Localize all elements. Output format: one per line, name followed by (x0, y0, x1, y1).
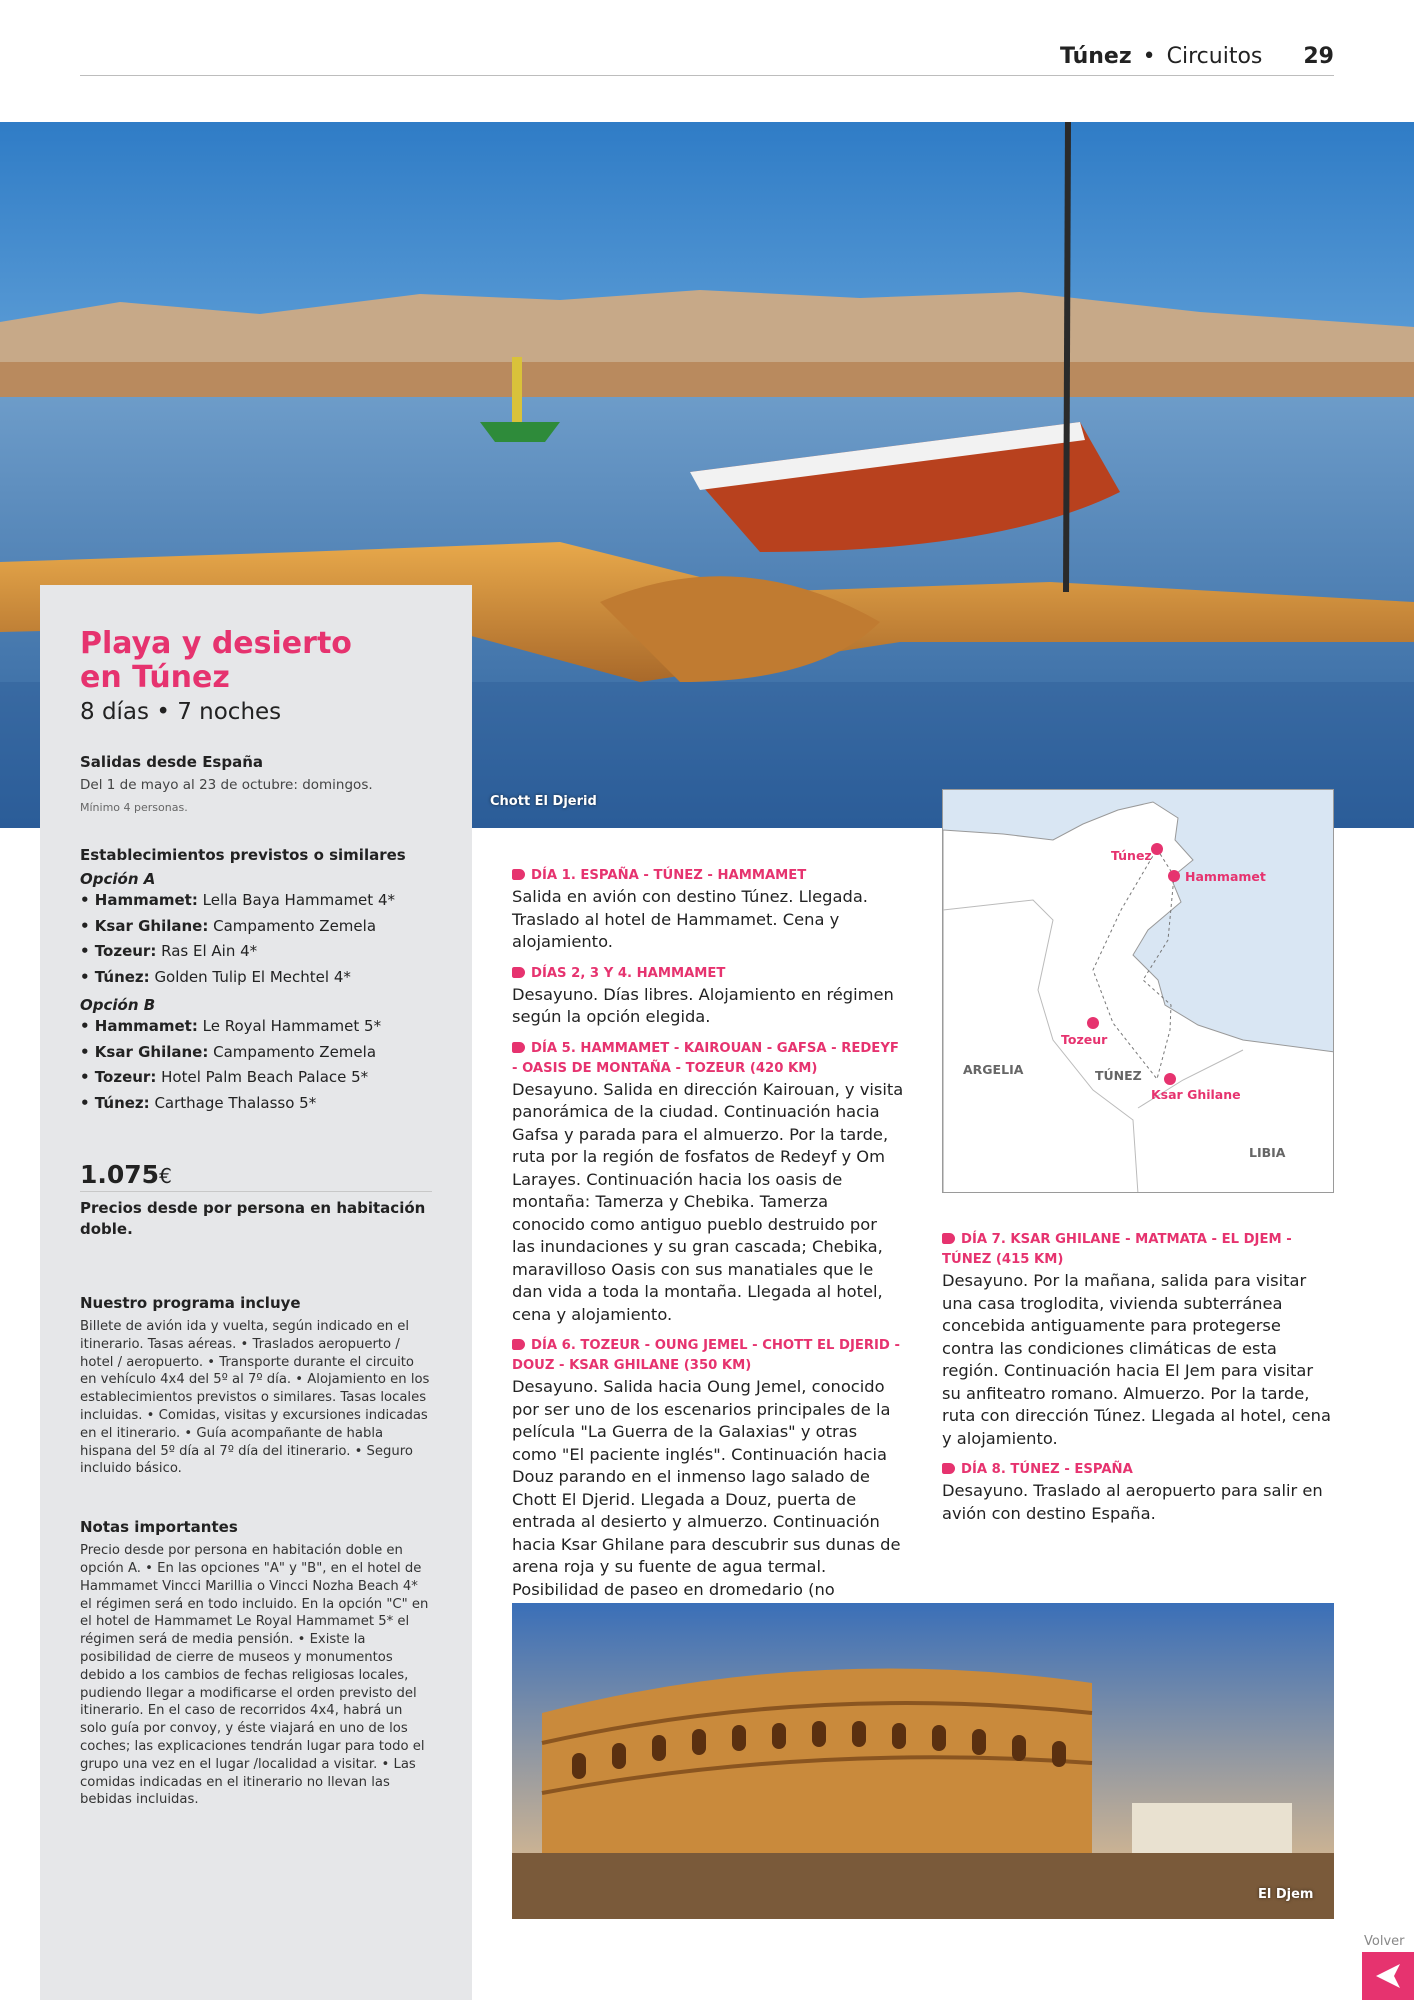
trip-title: Playa y desierto en Túnez (80, 626, 352, 695)
back-arrow-icon (1362, 1952, 1414, 2000)
el-djem-image (512, 1603, 1334, 1919)
price-note: Precios desde por persona en habitación doble. (80, 1199, 426, 1238)
price-amount: 1.075 (80, 1160, 160, 1189)
bullet-marker-icon (942, 1463, 955, 1474)
hotel-item: • Túnez: Golden Tulip El Mechtel 4* (80, 967, 351, 986)
includes-block (80, 1294, 432, 1478)
bullet-marker-icon (942, 1233, 955, 1244)
day-heading: DÍAS 2, 3 Y 4. HAMMAMET (512, 964, 904, 984)
hero-caption: Chott El Djerid (490, 794, 597, 809)
back-button[interactable] (1362, 1952, 1414, 2000)
hotel-item: • Hammamet: Lella Baya Hammamet 4* (80, 891, 395, 909)
map-label-ksar-ghilane: Ksar Ghilane (1151, 1087, 1241, 1102)
hotel-item: • Ksar Ghilane: Campamento Zemela (80, 1042, 377, 1061)
header-separator: • (1142, 44, 1156, 69)
back-label[interactable]: Volver (1364, 1934, 1405, 1949)
map-label-tunez: Túnez (1111, 848, 1152, 863)
map-label-tunez-region: TÚNEZ (1095, 1068, 1142, 1083)
day-heading: DÍA 6. TOZEUR - OUNG JEMEL - CHOTT EL DJERID - DOUZ - KSAR GHILANE (350 KM) (512, 1338, 900, 1373)
page-header (80, 44, 1334, 76)
header-country: Túnez (1060, 44, 1132, 69)
header-breadcrumb (1060, 44, 1334, 69)
includes-text: Billete de avión ida y vuelta, según indicado en el itinerario. Tasas aéreas. • Traslados aeropuerto / hotel / aeropuerto. • Transporte durante el circuito en vehículo 4x4 del 5º al 7º día. • Alojamiento en los establecimientos previstos o similares. Tasas locales incluidas. • Comidas, visitas y excursiones indicadas en el itinerario. • Guía acompañante de habla hispana del 5º día al 7º día del itinerario. • Seguro incluido básico. (80, 1319, 430, 1477)
price-currency: € (159, 1164, 172, 1188)
hotel-item: • Túnez: Carthage Thalasso 5* (80, 1093, 317, 1112)
day-heading: DÍA 7. KSAR GHILANE - MATMATA - EL DJEM - TÚNEZ (415 KM) (942, 1232, 1292, 1267)
header-section: Circuitos (1166, 44, 1263, 69)
bullet-marker-icon (512, 1042, 525, 1053)
bullet-marker-icon (512, 1339, 525, 1350)
day-heading: DÍA 8. TÚNEZ - ESPAÑA (942, 1460, 1334, 1480)
amphitheatre-illustration (512, 1603, 1334, 1919)
hotel-item: • Tozeur: Ras El Ain 4* (80, 942, 258, 960)
map-label-tozeur: Tozeur (1061, 1032, 1108, 1047)
option-a-label: Opción A (80, 870, 156, 888)
notes-title: Notas importantes (80, 1518, 238, 1537)
day-text: Desayuno. Traslado al aeropuerto para salir en avión con destino España. (942, 1481, 1323, 1523)
option-b-label: Opción B (80, 996, 156, 1014)
day-text: Desayuno. Salida hacia Oung Jemel, conocido por ser uno de los escenarios principales de la película "La Guerra de la Galaxias" y otras como "El paciente inglés". Continuación hacia Douz parando en el inmenso lago salado de Chott El Djerid. Llegada a Douz, puerta de entrada al desierto y almuerzo. Continuación hacia Ksar Ghilane para descubrir sus dunas de arena roja y su fuente de agua termal. Posibilidad de paseo en dromedario (no (512, 1377, 901, 1599)
day-text: Desayuno. Salida en dirección Kairouan, y visita panorámica de la ciudad. Continuación hacia Gafsa y parada para el almuerzo. Por la tarde, ruta por la región de fosfatos de Redeyf y Om Larayes. Continuación hacia los oasis de montaña: Tamerza y Chebika. Tamerza conocido como antiguo pueblo destruido por las inundaciones y su gran cascada; Chebika, maravilloso Oasis con sus manatiales que le dan vida a toda la montaña. Llegada al hotel, cena y alojamiento. (512, 1079, 904, 1324)
map-label-argelia: ARGELIA (963, 1062, 1024, 1077)
includes-title: Nuestro programa incluye (80, 1294, 301, 1312)
hotels-title: Establecimientos previstos o similares (80, 846, 406, 864)
hotel-item: • Ksar Ghilane: Campamento Zemela (80, 916, 377, 935)
itinerary-column-2 (942, 1230, 1334, 1535)
bullet-marker-icon (512, 869, 525, 880)
departures-title: Salidas desde España (80, 753, 264, 771)
hotels-block (80, 846, 432, 1116)
bullet-marker-icon (512, 967, 525, 978)
page-number: 29 (1303, 44, 1334, 69)
map-label-hammamet: Hammamet (1185, 869, 1266, 884)
itinerary-column-1 (512, 866, 904, 1634)
departures-minimum: Mínimo 4 personas. (80, 801, 188, 814)
trip-summary-sidebar (40, 585, 472, 2000)
departures-dates: Del 1 de mayo al 23 de octubre: domingos. (80, 777, 373, 793)
trip-duration: 8 días • 7 noches (80, 699, 282, 725)
day-heading: DÍA 1. ESPAÑA - TÚNEZ - HAMMAMET (512, 866, 904, 886)
price (80, 1160, 432, 1192)
hotel-item: • Tozeur: Hotel Palm Beach Palace 5* (80, 1068, 369, 1086)
bottom-image-caption: El Djem (1258, 1887, 1314, 1902)
map-label-libia: LIBIA (1249, 1145, 1286, 1160)
departures-block (80, 753, 432, 814)
day-text: Desayuno. Por la mañana, salida para visitar una casa troglodita, vivienda subterránea concebida antiguamente para protegerse contra las condiciones climáticas de esta región. Continuación hacia El Jem para visitar su anfiteatro romano. Almuerzo. Por la tarde, ruta con dirección Túnez. Llegada al hotel, cena y alojamiento. (942, 1271, 1331, 1448)
day-text: Salida en avión con destino Túnez. Llegada. Traslado al hotel de Hammamet. Cena y alojamiento. (512, 887, 868, 951)
hotel-item: • Hammamet: Le Royal Hammamet 5* (80, 1017, 382, 1035)
route-map (942, 789, 1334, 1193)
day-heading: DÍA 5. HAMMAMET - KAIROUAN - GAFSA - REDEYF - OASIS DE MONTAÑA - TOZEUR (420 KM) (512, 1040, 899, 1076)
notes-text: Precio desde por persona en habitación doble en opción A. • En las opciones "A" y "B", en el hotel de Hammamet Vincci Marillia o Vincci Nozha Beach 4* el régimen será en todo incluido. En la opción "C" en el hotel de Hammamet Le Royal Hammamet 5* el régimen será de media pensión. • Existe la posibilidad de cierre de museos y monumentos debido a los cambios de fechas religiosas locales, pudiendo llegar a modificarse el orden previsto del itinerario. En el caso de recorridos 4x4, habrá un solo guía por convoy, y éste viajará en uno de los coches; las explicaciones tendrán lugar para todo el grupo una vez en el lugar /localidad a visitar. • Las comidas indicadas en el itinerario no llevan las bebidas incluidas. (80, 1543, 429, 1808)
day-text: Desayuno. Días libres. Alojamiento en régimen según la opción elegida. (512, 984, 894, 1026)
notes-block (80, 1518, 432, 1809)
